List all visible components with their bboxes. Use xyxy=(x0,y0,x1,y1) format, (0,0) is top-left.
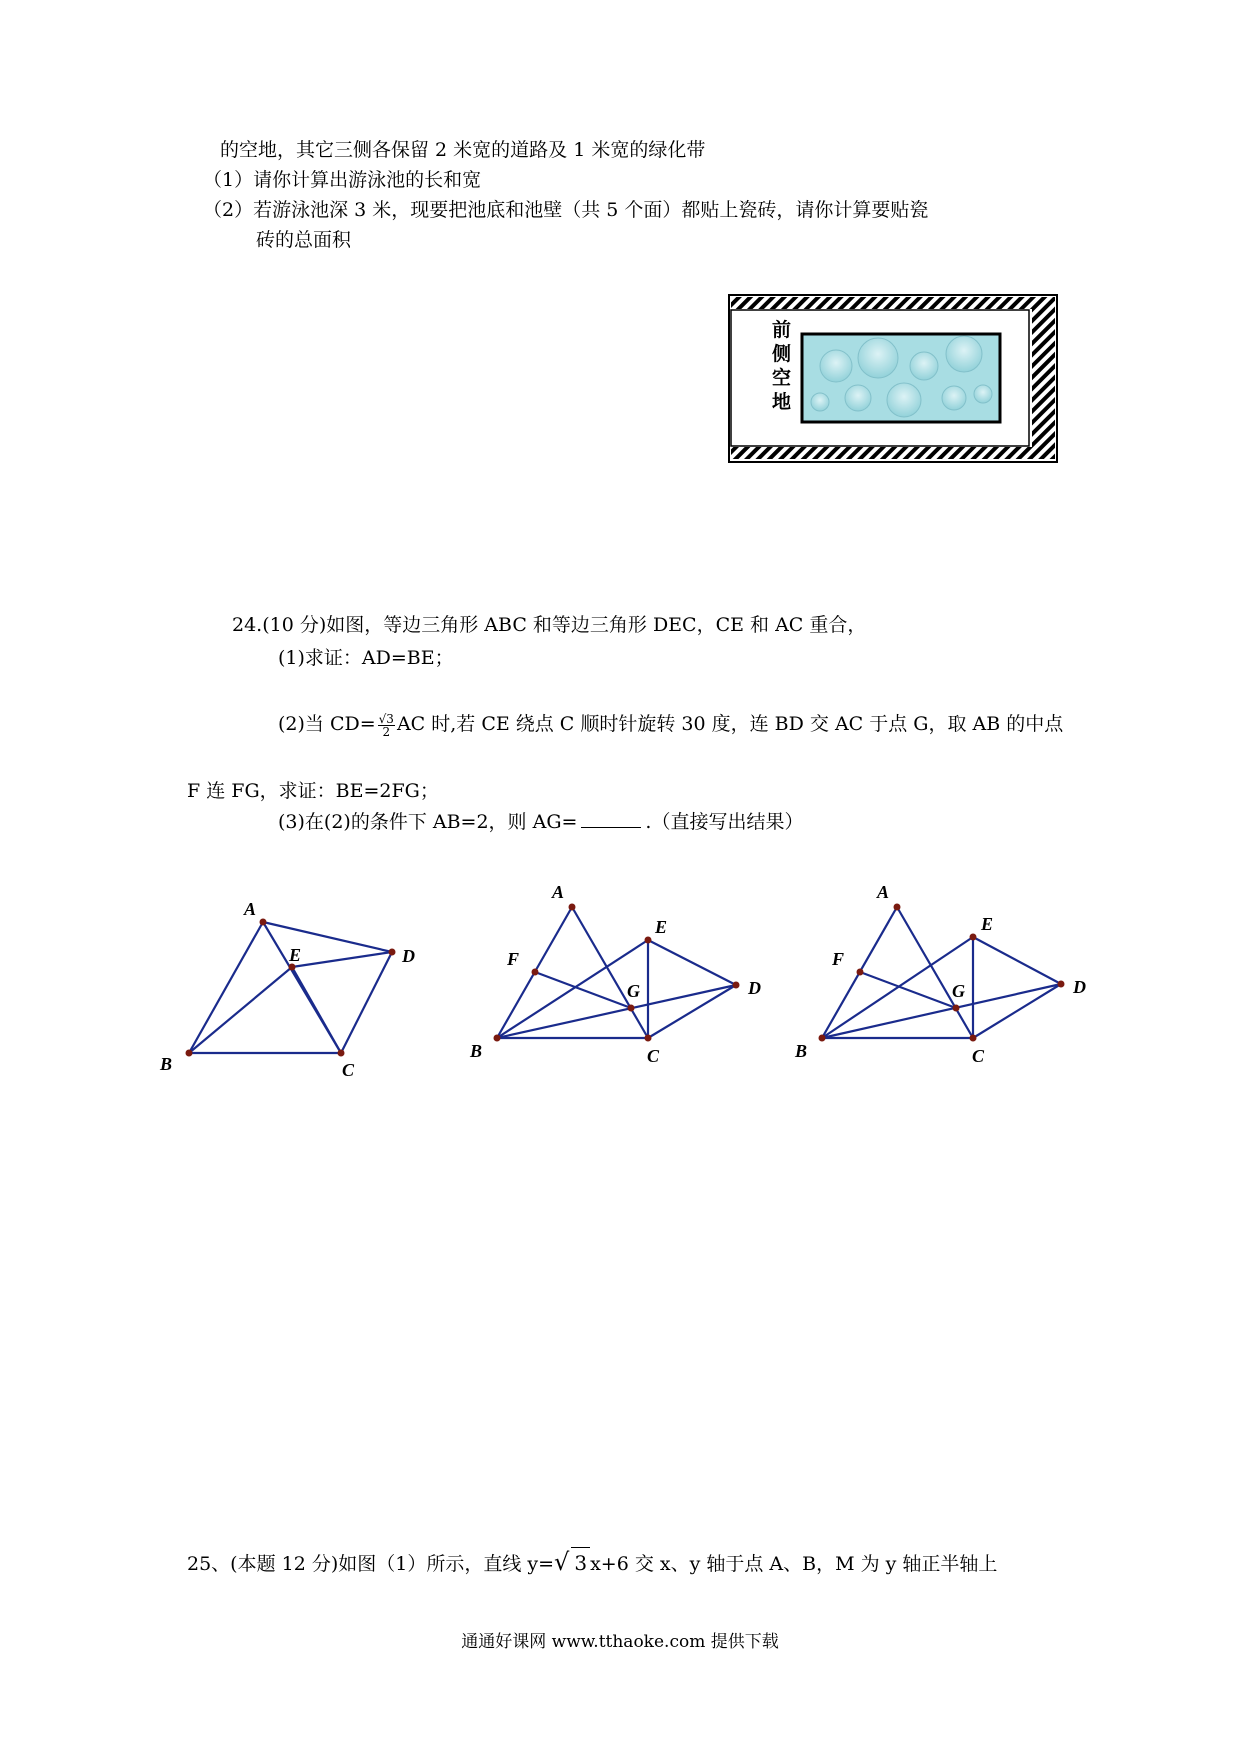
q25: 25、(本题 12 分)如图（1）所示，直线 y=√ 3 x+6 交 x、y 轴于点 A、B，M 为 y 轴正半轴上 xyxy=(187,1548,998,1576)
page-footer: 通通好课网 www.tthaoke.com 提供下载 xyxy=(461,1632,779,1652)
label-A: A xyxy=(244,899,257,919)
label-D: D xyxy=(748,978,761,998)
label-C: C xyxy=(342,1060,355,1080)
label-D: D xyxy=(1073,977,1086,997)
pool-diagram xyxy=(728,294,1058,464)
q24-part2: (2)当 CD= $\frac{√3}{2}$ AC 时,若 CE 绕点 C 顺时针旋转 30 度，连 BD 交 AC 于点 G，取 AB 的中点 xyxy=(278,711,1064,739)
figure-1 xyxy=(189,922,392,1053)
label-C: C xyxy=(972,1046,985,1066)
label-G: G xyxy=(627,981,640,1001)
q23-part2a: （2）若游泳池深 3 米，现要把池底和池壁（共 5 个面）都贴上瓷砖，请你计算要贴瓷 xyxy=(203,199,929,221)
figure-2-points xyxy=(494,904,740,1042)
fraction: $\frac{√3}{2}$ xyxy=(378,711,394,739)
label-A: A xyxy=(877,882,890,902)
q23-line1: 的空地，其它三侧各保留 2 米宽的道路及 1 米宽的绿化带 xyxy=(220,139,706,161)
pool-label-char: 空 xyxy=(772,368,792,389)
pool-label-char: 前 xyxy=(772,320,792,341)
label-C: C xyxy=(647,1046,660,1066)
label-E: E xyxy=(289,945,302,965)
q24-part2-cont: F 连 FG，求证：BE=2FG； xyxy=(187,780,439,802)
label-E: E xyxy=(655,917,668,937)
answer-blank xyxy=(581,811,641,828)
q23-part1: （1）请你计算出游泳池的长和宽 xyxy=(203,169,482,191)
label-E: E xyxy=(981,914,994,934)
label-D: D xyxy=(402,946,415,966)
label-B: B xyxy=(470,1041,483,1061)
q24-title: 24.(10 分)如图，等边三角形 ABC 和等边三角形 DEC，CE 和 AC 重合， xyxy=(232,614,867,636)
right-road-hatch xyxy=(1032,309,1055,447)
label-B: B xyxy=(795,1041,808,1061)
label-F: F xyxy=(507,949,520,969)
label-A: A xyxy=(552,882,565,902)
q24-part1: (1)求证：AD=BE； xyxy=(278,647,454,669)
pool-label-char: 地 xyxy=(772,392,792,413)
figure-1-points xyxy=(186,919,396,1057)
bottom-road-hatch xyxy=(731,447,1055,459)
q24-part3: (3)在(2)的条件下 AB=2，则 AG= .（直接写出结果） xyxy=(278,811,804,833)
top-road-hatch xyxy=(731,297,1055,309)
pool-label-char: 侧 xyxy=(772,344,792,365)
label-G: G xyxy=(952,981,965,1001)
label-F: F xyxy=(832,949,845,969)
figure-3-points xyxy=(819,904,1065,1042)
geometry-figures xyxy=(0,860,1240,1090)
q23-part2b: 砖的总面积 xyxy=(256,229,352,251)
label-B: B xyxy=(160,1054,173,1074)
